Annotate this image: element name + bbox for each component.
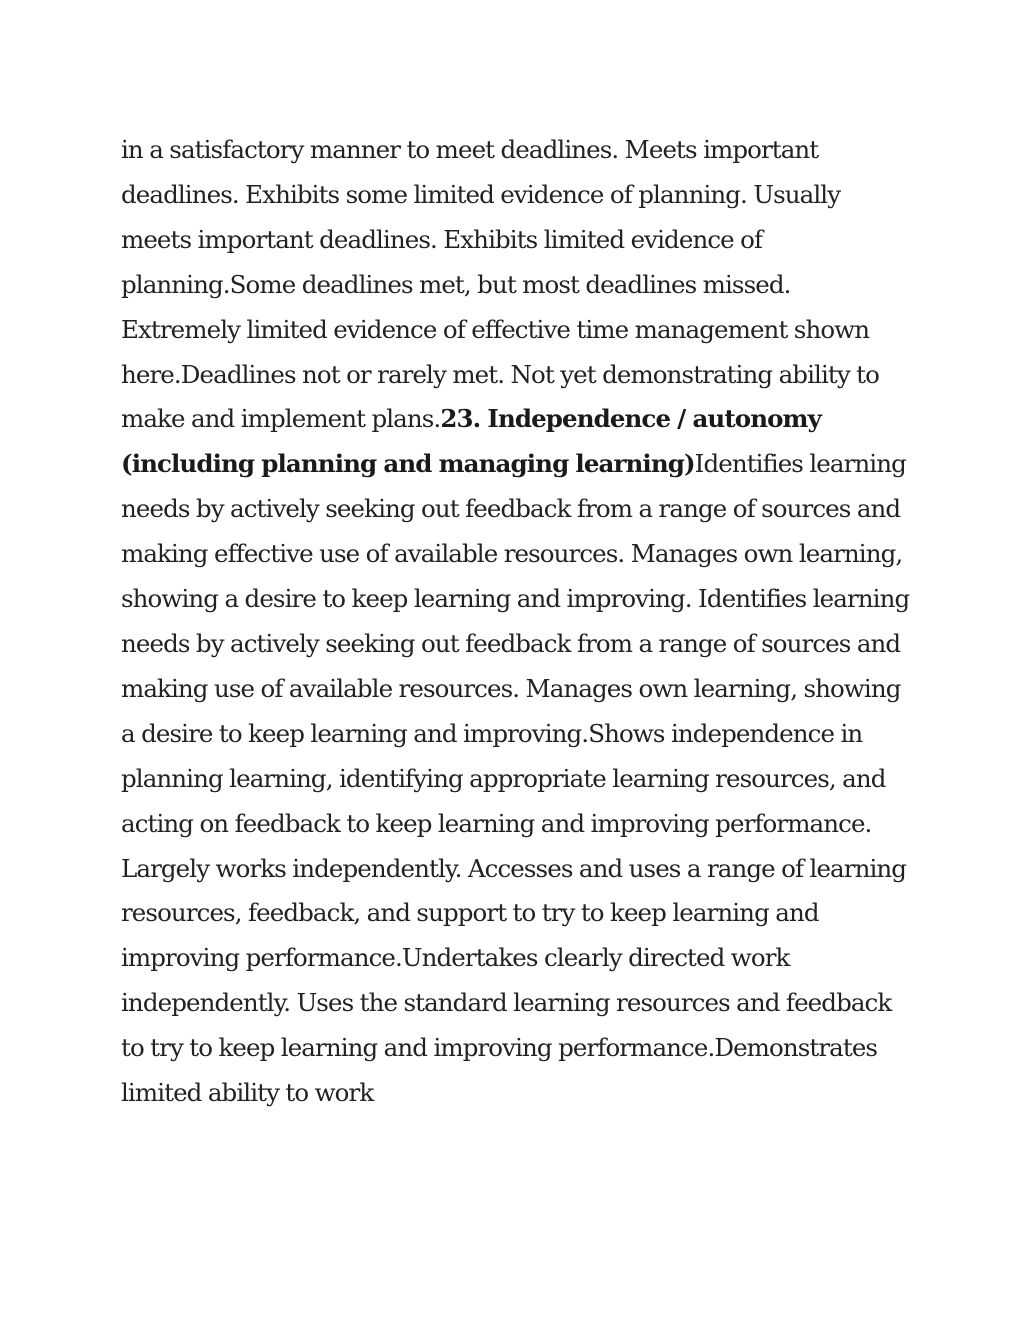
text-after-heading: Identifies learning needs by actively seeking out feedback from a range of sources and making effective use of available resources. Manages own learning, showing a desire to keep learning and improving. Identifies learning needs by actively seeking out feedback from a range of sources and making use of available resources. Manages own learning, showing a desire to keep learning and improving.Shows independence in planning learning, identifying appropriate learning resources, and acting on feedback to keep learning and improving performance. Largely works independently. Accesses and uses a range of learning resources, feedback, and support to try to keep learning and improving performance.Undertakes clearly directed work independently. Uses the standard learning resources and feedback to try to keep learning and improving performance.Demonstrates limited ability to work	[121, 449, 910, 1108]
text-before-heading: in a satisfactory manner to meet deadlines. Meets important deadlines. Exhibits some limited evidence of planning. Usually meets important deadlines. Exhibits limited evidence of planning.Some deadlines met, but most deadlines missed. Extremely limited evidence of effective time management shown here.Deadlines not or rarely met. Not yet demonstrating ability to make and implement plans.	[121, 135, 879, 434]
document-page	[121, 128, 911, 1116]
section-heading: 23. Independence / autonomy (including planning and managing learning)	[121, 404, 821, 479]
body-paragraph	[121, 128, 911, 1116]
